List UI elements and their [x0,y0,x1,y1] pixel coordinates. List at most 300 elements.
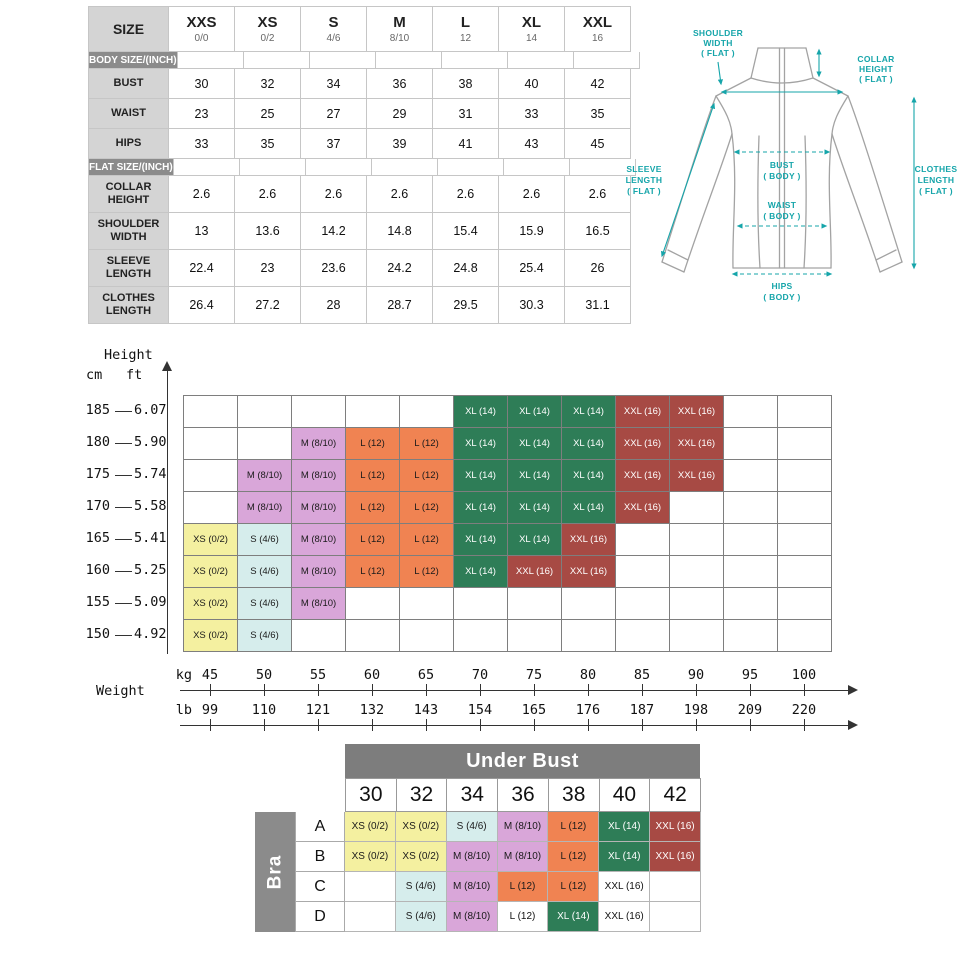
recommended-size-cell: XXL (16) [508,556,562,588]
lb-tick [750,719,751,731]
weight-kg-label: 80 [579,667,597,683]
weight-kg-label: 60 [363,667,381,683]
empty-cell [376,52,442,69]
recommended-size-cell: XL (14) [562,460,616,492]
empty-grid-cell [778,620,832,652]
measurement-value-cell: 2.6 [433,176,499,213]
size-column-header [235,7,301,52]
measurement-value-cell: 34 [301,69,367,99]
measurement-row-label: WAIST [89,99,169,129]
bra-size-cell: L (12) [498,902,549,932]
empty-grid-cell [454,620,508,652]
empty-grid-cell [724,460,778,492]
measurement-value-cell: 14.2 [301,213,367,250]
bra-size-cell: XXL (16) [650,812,701,842]
recommended-size-cell: M (8/10) [292,588,346,620]
bra-size-cell: L (12) [548,842,599,872]
bra-size-cell: XXL (16) [650,842,701,872]
measurement-value-cell: 29.5 [433,287,499,324]
empty-grid-cell [670,524,724,556]
measurement-value-cell: 38 [433,69,499,99]
clothes-length-label: CLOTHES [914,164,958,174]
recommended-size-cell: M (8/10) [292,460,346,492]
recommended-size-cell: XS (0/2) [184,620,238,652]
empty-grid-cell [778,556,832,588]
recommended-size-cell: M (8/10) [292,428,346,460]
weight-kg-label: 90 [687,667,705,683]
measurement-value-cell: 35 [235,129,301,159]
size-corner-cell: SIZE [89,7,169,52]
under-bust-sizes-row [345,778,701,812]
kg-axis-arrow [848,685,858,695]
measurement-value-cell: 2.6 [499,176,565,213]
empty-cell [372,159,438,176]
recommended-size-cell: XS (0/2) [184,524,238,556]
bra-empty-cell [345,902,396,932]
cup-letter: C [296,872,345,902]
measurement-value-cell: 23 [169,99,235,129]
recommended-size-cell: XL (14) [508,460,562,492]
size-number: 4/6 [326,32,341,44]
size-name: M [393,13,406,31]
lb-tick [696,719,697,731]
recommended-size-cell: XXL (16) [670,460,724,492]
recommended-size-cell: S (4/6) [238,524,292,556]
measurement-row [89,287,631,324]
size-name: XXL [582,13,613,31]
weight-lb-label: 132 [359,702,385,718]
empty-grid-cell [400,396,454,428]
bra-size-cell: S (4/6) [447,812,498,842]
size-name: XXS [186,13,217,31]
size-number: 12 [459,32,472,44]
empty-grid-cell [346,396,400,428]
empty-grid-cell [238,428,292,460]
measurement-value-cell: 36 [367,69,433,99]
recommended-size-cell: L (12) [346,556,400,588]
kg-tick [642,684,643,696]
hips-label: ( BODY ) [763,292,801,302]
bra-size-cell: M (8/10) [498,842,549,872]
measurement-row [89,69,631,99]
bra-size-cell: M (8/10) [447,872,498,902]
size-table-header-row [89,7,631,52]
clothes-length-label: LENGTH [917,175,955,185]
shoulder-width-label: SHOULDER [692,28,744,38]
recommended-size-cell: XXL (16) [670,396,724,428]
weight-kg-label: 70 [471,667,489,683]
sleeve-length-label: SLEEVE [626,164,662,174]
height-tick [115,507,132,508]
weight-lb-label: 187 [629,702,655,718]
kg-tick [318,684,319,696]
bra-size-grid [345,812,701,932]
measurement-value-cell: 31 [433,99,499,129]
measurement-row [89,129,631,159]
recommended-size-cell: M (8/10) [238,460,292,492]
size-column-headers [169,7,631,52]
height-tick [115,603,132,604]
size-column-header [433,7,499,52]
measurement-value-cell: 14.8 [367,213,433,250]
hips-label: HIPS [771,281,793,291]
weight-lb-label: 176 [575,702,601,718]
collar-height-label: ( FLAT ) [859,74,893,84]
lb-axis-arrow [848,720,858,730]
measurement-value-cell: 26 [565,250,631,287]
measurement-value-cell: 26.4 [169,287,235,324]
measurement-value-cell: 13.6 [235,213,301,250]
sleeve-length-label: LENGTH [625,175,663,185]
recommended-size-cell: L (12) [400,428,454,460]
size-number: 0/0 [194,32,209,44]
empty-grid-cell [616,556,670,588]
bra-size-cell: XS (0/2) [396,812,447,842]
y-axis-arrow [162,361,172,371]
measurement-row-label: SLEEVE LENGTH [89,250,169,287]
empty-grid-cell [778,396,832,428]
recommended-size-cell: XS (0/2) [184,588,238,620]
recommended-size-cell: L (12) [400,492,454,524]
measurement-value-cell: 27 [301,99,367,129]
empty-grid-cell [508,588,562,620]
weight-kg-label: 95 [741,667,759,683]
height-ft-label: 5.90 [134,434,167,450]
height-ft-label: 5.25 [134,562,167,578]
bra-size-cell: XL (14) [548,902,599,932]
shoulder-label-pointer [718,62,721,84]
weight-kg-label: 65 [417,667,435,683]
empty-grid-cell [724,524,778,556]
height-ft-label: 5.58 [134,498,167,514]
band-size-header: 36 [498,779,549,812]
empty-grid-cell [400,588,454,620]
recommended-size-cell: L (12) [400,556,454,588]
bra-size-cell: M (8/10) [498,812,549,842]
recommended-size-cell: XL (14) [508,428,562,460]
empty-grid-cell [778,428,832,460]
measurement-value-cell: 43 [499,129,565,159]
bra-size-cell: S (4/6) [396,872,447,902]
recommended-size-cell: M (8/10) [292,556,346,588]
recommended-size-cell: L (12) [346,524,400,556]
waist-label: WAIST [767,200,797,210]
measurement-value-cell: 23 [235,250,301,287]
band-size-header: 38 [549,779,600,812]
measurement-value-cell: 13 [169,213,235,250]
recommended-size-cell: XL (14) [454,428,508,460]
kg-axis-line [180,690,848,691]
empty-grid-cell [724,428,778,460]
measurement-value-cell: 29 [367,99,433,129]
recommended-size-cell: XL (14) [562,396,616,428]
section-band-row [89,52,631,69]
measurement-value-cell: 39 [367,129,433,159]
weight-kg-label: 85 [633,667,651,683]
recommended-size-cell: M (8/10) [292,524,346,556]
recommended-size-cell: M (8/10) [238,492,292,524]
empty-grid-cell [292,396,346,428]
band-size-header: 40 [600,779,651,812]
empty-cell [508,52,574,69]
lb-tick [426,719,427,731]
lb-tick [804,719,805,731]
empty-grid-cell [670,556,724,588]
height-cm-label: 165 [85,530,110,546]
empty-cell [438,159,504,176]
measurement-value-cell: 16.5 [565,213,631,250]
bra-side-label: Bra [264,854,285,890]
recommended-size-cell: XXL (16) [616,492,670,524]
height-ft-label: 5.74 [134,466,167,482]
size-name: XS [257,13,278,31]
size-column-header [301,7,367,52]
recommended-size-cell: L (12) [346,428,400,460]
weight-kg-label: 55 [309,667,327,683]
recommended-size-cell: S (4/6) [238,588,292,620]
empty-cell [244,52,310,69]
measurement-value-cell: 2.6 [235,176,301,213]
height-cm-label: 185 [85,402,110,418]
waist-label: ( BODY ) [763,211,801,221]
section-band-row [89,159,631,176]
measurement-value-cell: 33 [499,99,565,129]
ft-unit-label: ft [126,367,143,383]
height-cm-label: 160 [85,562,110,578]
weight-lb-label: 198 [683,702,709,718]
recommended-size-cell: XL (14) [508,524,562,556]
recommended-size-cell: XL (14) [508,492,562,524]
size-measurement-table [88,6,631,324]
empty-grid-cell [562,588,616,620]
cup-letter: B [296,842,345,872]
weight-kg-label: 100 [791,667,817,683]
recommended-size-cell: L (12) [400,460,454,492]
empty-grid-cell [778,524,832,556]
kg-tick [264,684,265,696]
size-number: 14 [525,32,538,44]
empty-grid-cell [724,492,778,524]
empty-grid-cell [292,620,346,652]
cm-unit-label: cm [86,367,103,383]
bra-size-cell: XS (0/2) [396,842,447,872]
recommended-size-cell: S (4/6) [238,620,292,652]
weight-axis-title: Weight [96,683,145,699]
kg-tick [480,684,481,696]
shoulder-width-label: WIDTH [703,38,733,48]
measurement-value-cell: 30 [169,69,235,99]
lb-tick [318,719,319,731]
empty-grid-cell [724,620,778,652]
bra-size-cell: XL (14) [599,812,650,842]
weight-kg-label: 75 [525,667,543,683]
bra-size-cell: L (12) [548,872,599,902]
empty-cell [310,52,376,69]
bra-size-cell: L (12) [548,812,599,842]
weight-lb-label: 154 [467,702,493,718]
measurement-value-cell: 23.6 [301,250,367,287]
measurement-value-cell: 40 [499,69,565,99]
measurement-row-label: SHOULDER WIDTH [89,213,169,250]
height-axis-title: Height [104,347,153,363]
size-number: 0/2 [260,32,275,44]
measurement-value-cell: 35 [565,99,631,129]
measurement-value-cell: 32 [235,69,301,99]
cup-letter: D [296,902,345,932]
height-tick [115,635,132,636]
kg-tick [372,684,373,696]
empty-grid-cell [562,620,616,652]
height-weight-size-chart [0,345,960,745]
empty-grid-cell [670,588,724,620]
size-number: 8/10 [389,32,410,44]
recommended-size-cell: L (12) [346,492,400,524]
measurement-value-cell: 25.4 [499,250,565,287]
empty-grid-cell [616,620,670,652]
band-size-header: 34 [447,779,498,812]
size-name: L [460,13,471,31]
height-cm-label: 155 [85,594,110,610]
recommended-size-cell: XL (14) [454,460,508,492]
empty-grid-cell [616,588,670,620]
empty-grid-cell [778,588,832,620]
bra-size-cell: S (4/6) [396,902,447,932]
band-size-header: 32 [397,779,448,812]
empty-grid-cell [670,620,724,652]
lb-unit-label: lb [175,702,192,718]
weight-lb-label: 121 [305,702,331,718]
empty-grid-cell [238,396,292,428]
recommended-size-cell: XL (14) [562,492,616,524]
band-size-header: 42 [650,779,701,812]
recommended-size-cell: XL (14) [454,556,508,588]
size-table-body [89,52,631,324]
empty-grid-cell [454,588,508,620]
kg-tick [804,684,805,696]
empty-grid-cell [184,460,238,492]
bra-empty-cell [650,872,701,902]
kg-tick [750,684,751,696]
weight-lb-label: 99 [201,702,219,718]
lb-tick [264,719,265,731]
height-tick [115,411,132,412]
empty-cell [240,159,306,176]
empty-cell [442,52,508,69]
measurement-value-cell: 45 [565,129,631,159]
measurement-value-cell: 2.6 [565,176,631,213]
recommended-size-cell: XXL (16) [562,556,616,588]
measurement-row-label: BUST [89,69,169,99]
measurement-row-label: HIPS [89,129,169,159]
lb-axis-line [180,725,848,726]
measurement-value-cell: 30.3 [499,287,565,324]
measurement-value-cell: 42 [565,69,631,99]
kg-tick [696,684,697,696]
collar-height-label: COLLAR [857,54,895,64]
measurement-value-cell: 31.1 [565,287,631,324]
measurement-value-cell: 2.6 [367,176,433,213]
empty-cell [178,52,244,69]
height-ft-label: 6.07 [134,402,167,418]
measurement-row-label: COLLAR HEIGHT [89,176,169,213]
recommended-size-cell: XL (14) [454,396,508,428]
recommended-size-cell: XXL (16) [616,460,670,492]
bust-label: BUST [769,160,795,170]
measurement-value-cell: 33 [169,129,235,159]
empty-cell [306,159,372,176]
weight-lb-label: 209 [737,702,763,718]
empty-grid-cell [346,588,400,620]
size-column-header [499,7,565,52]
recommended-size-cell: XXL (16) [670,428,724,460]
sleeve-length-label: ( FLAT ) [627,186,661,196]
empty-grid-cell [778,460,832,492]
kg-tick [534,684,535,696]
measurement-value-cell: 37 [301,129,367,159]
measurement-row [89,213,631,250]
weight-lb-label: 110 [251,702,277,718]
measurement-value-cell: 24.8 [433,250,499,287]
empty-cell [174,159,240,176]
kg-unit-label: kg [175,667,192,683]
lb-tick [588,719,589,731]
size-number: 16 [591,32,604,44]
recommended-size-cell: XXL (16) [616,428,670,460]
cup-letter-column [295,812,345,932]
empty-grid-cell [670,492,724,524]
height-cm-label: 180 [85,434,110,450]
measurement-row [89,176,631,213]
size-recommendation-grid [183,395,832,652]
cup-letter: A [296,812,345,842]
lb-tick [372,719,373,731]
bra-size-cell: XS (0/2) [345,812,396,842]
empty-grid-cell [400,620,454,652]
shoulder-width-label: ( FLAT ) [701,48,735,58]
lb-tick [534,719,535,731]
empty-grid-cell [778,492,832,524]
height-cm-label: 175 [85,466,110,482]
lb-tick [480,719,481,731]
height-tick [115,443,132,444]
empty-grid-cell [724,556,778,588]
band-size-header: 30 [346,779,397,812]
bra-empty-cell [650,902,701,932]
height-tick [115,475,132,476]
height-cm-label: 170 [85,498,110,514]
height-cm-label: 150 [85,626,110,642]
empty-grid-cell [724,396,778,428]
measurement-value-cell: 15.9 [499,213,565,250]
diagram-labels [626,28,958,302]
kg-tick [426,684,427,696]
measurement-row-label: CLOTHES LENGTH [89,287,169,324]
section-band-label: BODY SIZE/(INCH) [89,52,178,69]
recommended-size-cell: M (8/10) [292,492,346,524]
empty-grid-cell [184,492,238,524]
weight-kg-label: 45 [201,667,219,683]
recommended-size-cell: XXL (16) [616,396,670,428]
measurement-value-cell: 28.7 [367,287,433,324]
recommended-size-cell: XXL (16) [562,524,616,556]
bra-side-bar [255,812,295,932]
measurement-value-cell: 22.4 [169,250,235,287]
recommended-size-cell: S (4/6) [238,556,292,588]
bra-size-cell: XXL (16) [599,902,650,932]
recommended-size-cell: L (12) [400,524,454,556]
bra-size-cell: M (8/10) [447,842,498,872]
measurement-value-cell: 2.6 [301,176,367,213]
